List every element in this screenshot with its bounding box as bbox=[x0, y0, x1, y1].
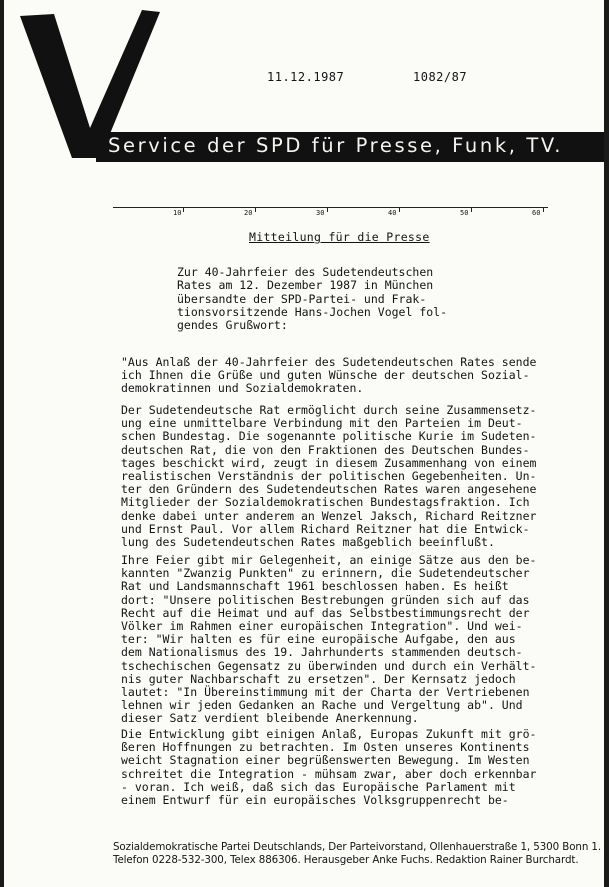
body-paragraph: Der Sudetendeutsche Rat ermöglicht durch seine Zusammensetz- ung eine unmittelbare Verbindung mit den Parteien im Deut- schen Bundestag. Die sogenannte politische Kurie im Sudeten- deutschen Rat, die von den Fraktionen des Deutschen Bundes- tages beschickt wird, zeugt in diesem Zusammenhang von einem realistischen Verständnis der politischen Gegebenheiten. Un- ter den Gründern des Sudetendeutschen Rates waren angesehene Mitglieder der Sozialdemokratischen Bundestagsfraktion. Ich denke dabei unter anderem an Wenzel Jaksch, Richard Reitzner und Ernst Paul. Vor allem Richard Reitzner hat die Entwick- lung des Sudetendeutschen Rates maßgeblich beeinflußt. bbox=[121, 403, 537, 550]
footer-contact-line: Telefon 0228-532-300, Telex 886306. Herausgeber Anke Fuchs. Redaktion Rainer Burchardt. bbox=[113, 854, 579, 866]
service-title: Service der SPD für Presse, Funk, TV. bbox=[108, 134, 564, 157]
body-paragraph: Ihre Feier gibt mir Gelegenheit, an einige Sätze aus den be- kannten "Zwanzig Punkten" zu erinnern, die Sudetendeutscher Rat und Landsmannschaft 1961 beschlossen haben. Es heißt dort: "Unsere politischen Bestrebungen gründen sich auf das Recht auf die Heimat und auf das Selbstbestimmungsrecht der Völker im Rahmen einer europäischen Integration". Und wei- ter: "Wir halten es für eine europäische Aufgabe, den aus dem Nationalismus des 19. Jahrhunderts stammenden deutsch- tschechischen Gegensatz zu überwinden und durch ein Verhält- nis guter Nachbarschaft zu ersetzen". Der Kernsatz jedoch lautet: "In Übereinstimmung mit der Charta der Vertriebenen lehnen wir jeden Gedanken an Rache und Vergeltung ab". Und dieser Satz verdient bleibende Anerkennung. bbox=[121, 553, 537, 726]
typewriter-ruler bbox=[113, 207, 548, 220]
ruler-tick bbox=[255, 208, 256, 212]
ruler-tick bbox=[471, 208, 472, 212]
document-date: 11.12.1987 bbox=[267, 70, 345, 84]
body-paragraph: Die Entwicklung gibt einigen Anlaß, Europas Zukunft mit grö- ßeren Hoffnungen zu betrachten. Im Osten unseres Kontinents weicht Stagnation einer begrüßenswerten Bewegung. Im Westen schreitet die Integration - mühsam zwar, aber doch erkennbar - voran. Ich weiß, daß sich das Europäische Parlament mit einem Entwurf für ein europäisches Volksgruppenrecht be- bbox=[121, 727, 537, 808]
ruler-label: 10 bbox=[173, 209, 182, 217]
publisher-footer bbox=[113, 841, 603, 867]
ruler-tick bbox=[327, 208, 328, 212]
ruler-tick bbox=[543, 208, 544, 212]
ruler-tick bbox=[183, 208, 184, 212]
ruler-label: 60 bbox=[532, 209, 541, 217]
intro-paragraph: Zur 40-Jahrfeier des Sudetendeutschen Rates am 12. Dezember 1987 in München übersandte der SPD-Partei- und Frak- tionsvorsitzende Hans-Jochen Vogel fol- gendes Grußwort: bbox=[177, 265, 448, 333]
ruler-label: 30 bbox=[316, 209, 325, 217]
document-number: 1082/87 bbox=[413, 70, 468, 84]
ruler-tick bbox=[399, 208, 400, 212]
body-paragraph: "Aus Anlaß der 40-Jahrfeier des Sudetendeutschen Rates sende ich Ihnen die Grüße und guten Wünsche der deutschen Sozial- demokratinnen und Sozialdemokraten. bbox=[121, 355, 537, 396]
footer-address-line: Sozialdemokratische Partei Deutschlands, Der Parteivorstand, Ollenhauerstraße 1, 5300 Bonn 1. bbox=[113, 841, 602, 853]
ruler-label: 20 bbox=[244, 209, 253, 217]
press-release-heading: Mitteilung für die Presse bbox=[249, 230, 430, 244]
page-right-edge bbox=[604, 0, 609, 887]
service-banner bbox=[96, 132, 604, 162]
ruler-label: 40 bbox=[388, 209, 397, 217]
ruler-label: 50 bbox=[460, 209, 469, 217]
page-left-edge bbox=[0, 0, 4, 887]
